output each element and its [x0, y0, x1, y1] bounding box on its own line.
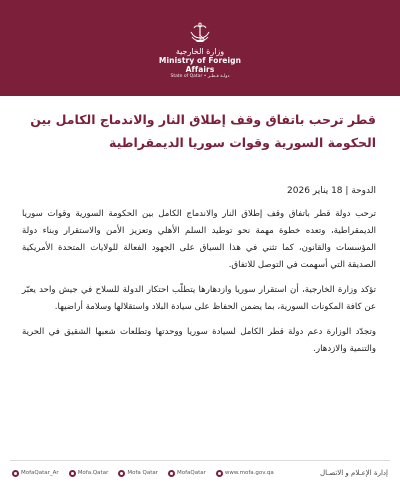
- social-link-facebook[interactable]: [118, 470, 158, 477]
- footer: [12, 466, 388, 480]
- social-links: [12, 470, 274, 477]
- social-link-youtube[interactable]: [168, 470, 206, 477]
- header-banner: [0, 0, 400, 96]
- facebook-icon: [118, 470, 125, 477]
- body-paragraph: تؤكد وزارة الخارجية، أن استقرار سوريا وازدهارها يتطلّب احتكار الدولة للسلاح في جيش واحد يعبّر عن كافة المكونات السورية، بما يضمن الحفاظ على سيادة البلاد واستقلالها وسلامة أراضيها.: [22, 285, 376, 312]
- ministry-name-ar: وزارة الخارجية: [175, 47, 225, 56]
- social-link-instagram[interactable]: [69, 470, 109, 477]
- body-paragraph: ترحب دولة قطر باتفاق وقف إطلاق النار والاندماج الكامل بين الحكومة السورية وقوات سوريا الديمقراطية، وتعده خطوة مهمة نحو توطيد السلم الأهلي وتعزيز الأمن والاستقرار وبناء دولة المؤسسات والقانون، كما تثني في هذا السياق على الجهود الفعالة للولايات المتحدة الأمريكية الصديقة التي أسهمت في التوصل للاتفاق.: [22, 209, 376, 270]
- youtube-icon: [168, 470, 175, 477]
- social-handle: MofaQatar_Ar: [21, 470, 59, 476]
- body-paragraph: وتجدّد الوزارة دعم دولة قطر الكامل لسيادة سوريا ووحدتها وتطلعات شعبها الشقيق في الحرية والتنمية والازدهار.: [22, 327, 376, 354]
- statement-title: قطر ترحب باتفاق وقف إطلاق النار والاندماج الكامل بين الحكومة السورية وقوات سوريا الديمقراطية: [30, 112, 376, 150]
- social-link-x[interactable]: [12, 470, 59, 477]
- department-name: إدارة الإعـلام و الاتصـال: [319, 469, 388, 477]
- dateline: الدوحة | 18 يناير 2026: [287, 186, 376, 196]
- social-link-website[interactable]: [216, 470, 274, 477]
- statement-body: [22, 206, 376, 366]
- social-handle: Mofa Qatar: [127, 470, 158, 476]
- social-handle: Mofa.Qatar: [77, 470, 109, 476]
- social-handle: MofaQatar: [177, 470, 206, 476]
- state-of-qatar-label: State of Qatar • دولـة قـطـر: [170, 74, 230, 79]
- ministry-logo: [150, 22, 250, 92]
- x-icon: [12, 470, 19, 477]
- ministry-name-en: Ministry of Foreign Affairs: [158, 56, 242, 74]
- globe-icon: [216, 470, 223, 477]
- instagram-icon: [69, 470, 76, 477]
- footer-divider: [10, 460, 390, 461]
- qatar-emblem-icon: [185, 22, 215, 46]
- social-handle: www.mofa.gov.qa: [224, 470, 274, 476]
